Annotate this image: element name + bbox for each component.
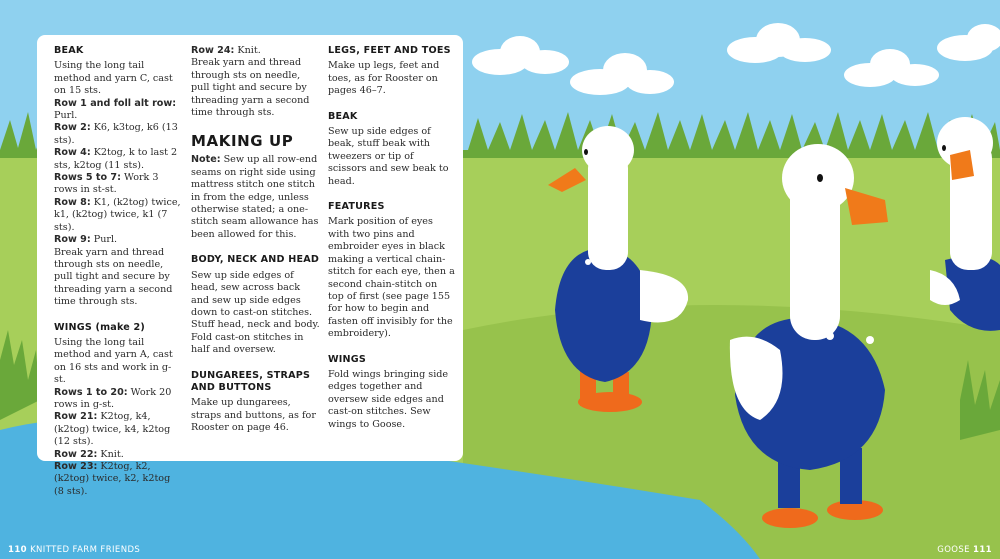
instruction-line bbox=[54, 247, 181, 309]
instruction-line bbox=[54, 337, 181, 387]
row-label: Row 21: bbox=[54, 411, 98, 423]
pattern-section bbox=[54, 45, 181, 309]
pattern-section bbox=[328, 354, 455, 431]
pattern-text-panel bbox=[37, 35, 463, 497]
pattern-section bbox=[54, 322, 181, 499]
instruction-text: Sew up side edges of beak, stuff beak with tweezers or tip of scissors and sew beak to head. bbox=[328, 126, 449, 187]
instruction-line bbox=[54, 172, 181, 197]
row-label: Row 4: bbox=[54, 147, 91, 159]
pattern-section bbox=[328, 201, 455, 340]
pattern-section bbox=[191, 45, 321, 119]
instruction-text: Fold wings bringing side edges together and oversew side edges and cast-on stitches. Sew wings to Goose. bbox=[328, 368, 449, 430]
right-page-number: 111 bbox=[973, 545, 992, 555]
instruction-text: Make up dungarees, straps and buttons, as for Rooster on page 46. bbox=[191, 397, 316, 434]
text-column-2 bbox=[191, 45, 321, 448]
instruction-line bbox=[191, 57, 321, 119]
instruction-line bbox=[191, 270, 321, 357]
row-label: Row 1 and foll alt row: bbox=[54, 97, 177, 109]
instruction-text: Knit. bbox=[234, 45, 261, 56]
pattern-section bbox=[191, 370, 321, 435]
instruction-text: Using the long tail method and yarn A, cast on 16 sts and work in g-st. bbox=[54, 336, 173, 386]
text-column-3 bbox=[328, 45, 455, 444]
row-label: Row 24: bbox=[191, 45, 235, 56]
section-heading: BEAK bbox=[328, 110, 358, 122]
section-heading: FEATURES bbox=[328, 201, 385, 213]
instruction-line bbox=[328, 60, 455, 97]
instruction-line bbox=[54, 411, 181, 448]
instruction-text: Purl. bbox=[54, 110, 78, 122]
section-heading: BODY, NECK AND HEAD bbox=[191, 254, 320, 266]
instruction-text: Make up legs, feet and toes, as for Rooster on pages 46–7. bbox=[328, 60, 440, 97]
instruction-text: Work 3 rows in st-st. bbox=[54, 172, 159, 196]
pattern-section bbox=[191, 132, 321, 241]
section-heading: WINGS (make 2) bbox=[54, 321, 145, 333]
pattern-section bbox=[328, 111, 455, 188]
instruction-line bbox=[54, 461, 181, 498]
instruction-text: Work 20 rows in g-st. bbox=[54, 386, 172, 410]
instruction-line bbox=[191, 45, 321, 57]
instruction-line bbox=[54, 197, 181, 234]
instruction-line bbox=[54, 147, 181, 172]
instruction-line bbox=[54, 98, 181, 123]
instruction-text: Purl. bbox=[90, 234, 118, 246]
pattern-section bbox=[191, 254, 321, 356]
text-column-1 bbox=[54, 45, 181, 511]
row-label: Row 22: bbox=[54, 448, 98, 460]
instruction-line bbox=[54, 449, 181, 461]
instruction-text: Knit. bbox=[97, 448, 124, 460]
right-running-title: GOOSE bbox=[937, 545, 970, 555]
row-label: Row 8: bbox=[54, 196, 91, 208]
row-label: Note: bbox=[191, 154, 221, 166]
instruction-text: Break yarn and thread through sts on needle, pull tight and secure by threading yarn a second time through sts. bbox=[191, 57, 310, 119]
instruction-line bbox=[328, 126, 455, 188]
row-label: Rows 1 to 20: bbox=[54, 386, 128, 398]
section-heading: BEAK bbox=[54, 45, 84, 56]
instruction-line bbox=[54, 60, 181, 97]
instruction-text: Sew up all row-end seams on right side using mattress stitch one stitch in from the edge, unless otherwise stated; a one-stitch seam allowance has been allowed for this. bbox=[191, 154, 319, 240]
instruction-text: K6, k3tog, k6 (13 sts). bbox=[54, 122, 178, 146]
row-label: Rows 5 to 7: bbox=[54, 172, 121, 184]
pattern-section bbox=[328, 45, 455, 98]
section-heading: MAKING UP bbox=[191, 132, 294, 151]
row-label: Row 2: bbox=[54, 122, 91, 134]
row-label: Row 9: bbox=[54, 234, 91, 246]
instruction-text: Sew up side edges of head, sew across back and sew up side edges down to cast-on stitches. Stuff head, neck and body. Fold cast-on stitches in half and oversew. bbox=[191, 269, 320, 356]
instruction-line bbox=[328, 216, 455, 340]
section-heading: WINGS bbox=[328, 353, 366, 365]
row-label: Row 23: bbox=[54, 461, 98, 472]
left-page-footer bbox=[8, 545, 140, 555]
section-heading: LEGS, FEET AND TOES bbox=[328, 45, 451, 56]
instruction-line bbox=[328, 369, 455, 431]
instruction-text: K2tog, k to last 2 sts, k2tog (11 sts). bbox=[54, 147, 178, 171]
right-page-footer bbox=[937, 545, 992, 555]
instruction-line bbox=[54, 387, 181, 412]
instruction-text: K2tog, k4, (k2tog) twice, k4, k2tog (12 sts). bbox=[54, 411, 171, 448]
instruction-line bbox=[191, 154, 321, 241]
instruction-line bbox=[54, 122, 181, 147]
instruction-text: Using the long tail method and yarn C, cast on 15 sts. bbox=[54, 60, 173, 97]
section-heading: DUNGAREES, STRAPS AND BUTTONS bbox=[191, 369, 311, 393]
instruction-line bbox=[191, 397, 321, 434]
left-running-title: KNITTED FARM FRIENDS bbox=[30, 545, 141, 555]
instruction-line bbox=[54, 234, 181, 246]
instruction-text: K2tog, k2, (k2tog) twice, k2, k2tog (8 sts). bbox=[54, 461, 171, 497]
instruction-text: K1, (k2tog) twice, k1, (k2tog) twice, k1 (7 sts). bbox=[54, 196, 181, 233]
instruction-text: Mark position of eyes with two pins and embroider eyes in black making a vertical chain-stitch for each eye, then a second chain-stitch on top of first (see page 155 for how to begin and fasten off invisibly for the embroidery). bbox=[328, 216, 455, 340]
left-page-number: 110 bbox=[8, 545, 27, 555]
instruction-text: Break yarn and thread through sts on needle, pull tight and secure by threading yarn a second time through sts. bbox=[54, 246, 173, 308]
